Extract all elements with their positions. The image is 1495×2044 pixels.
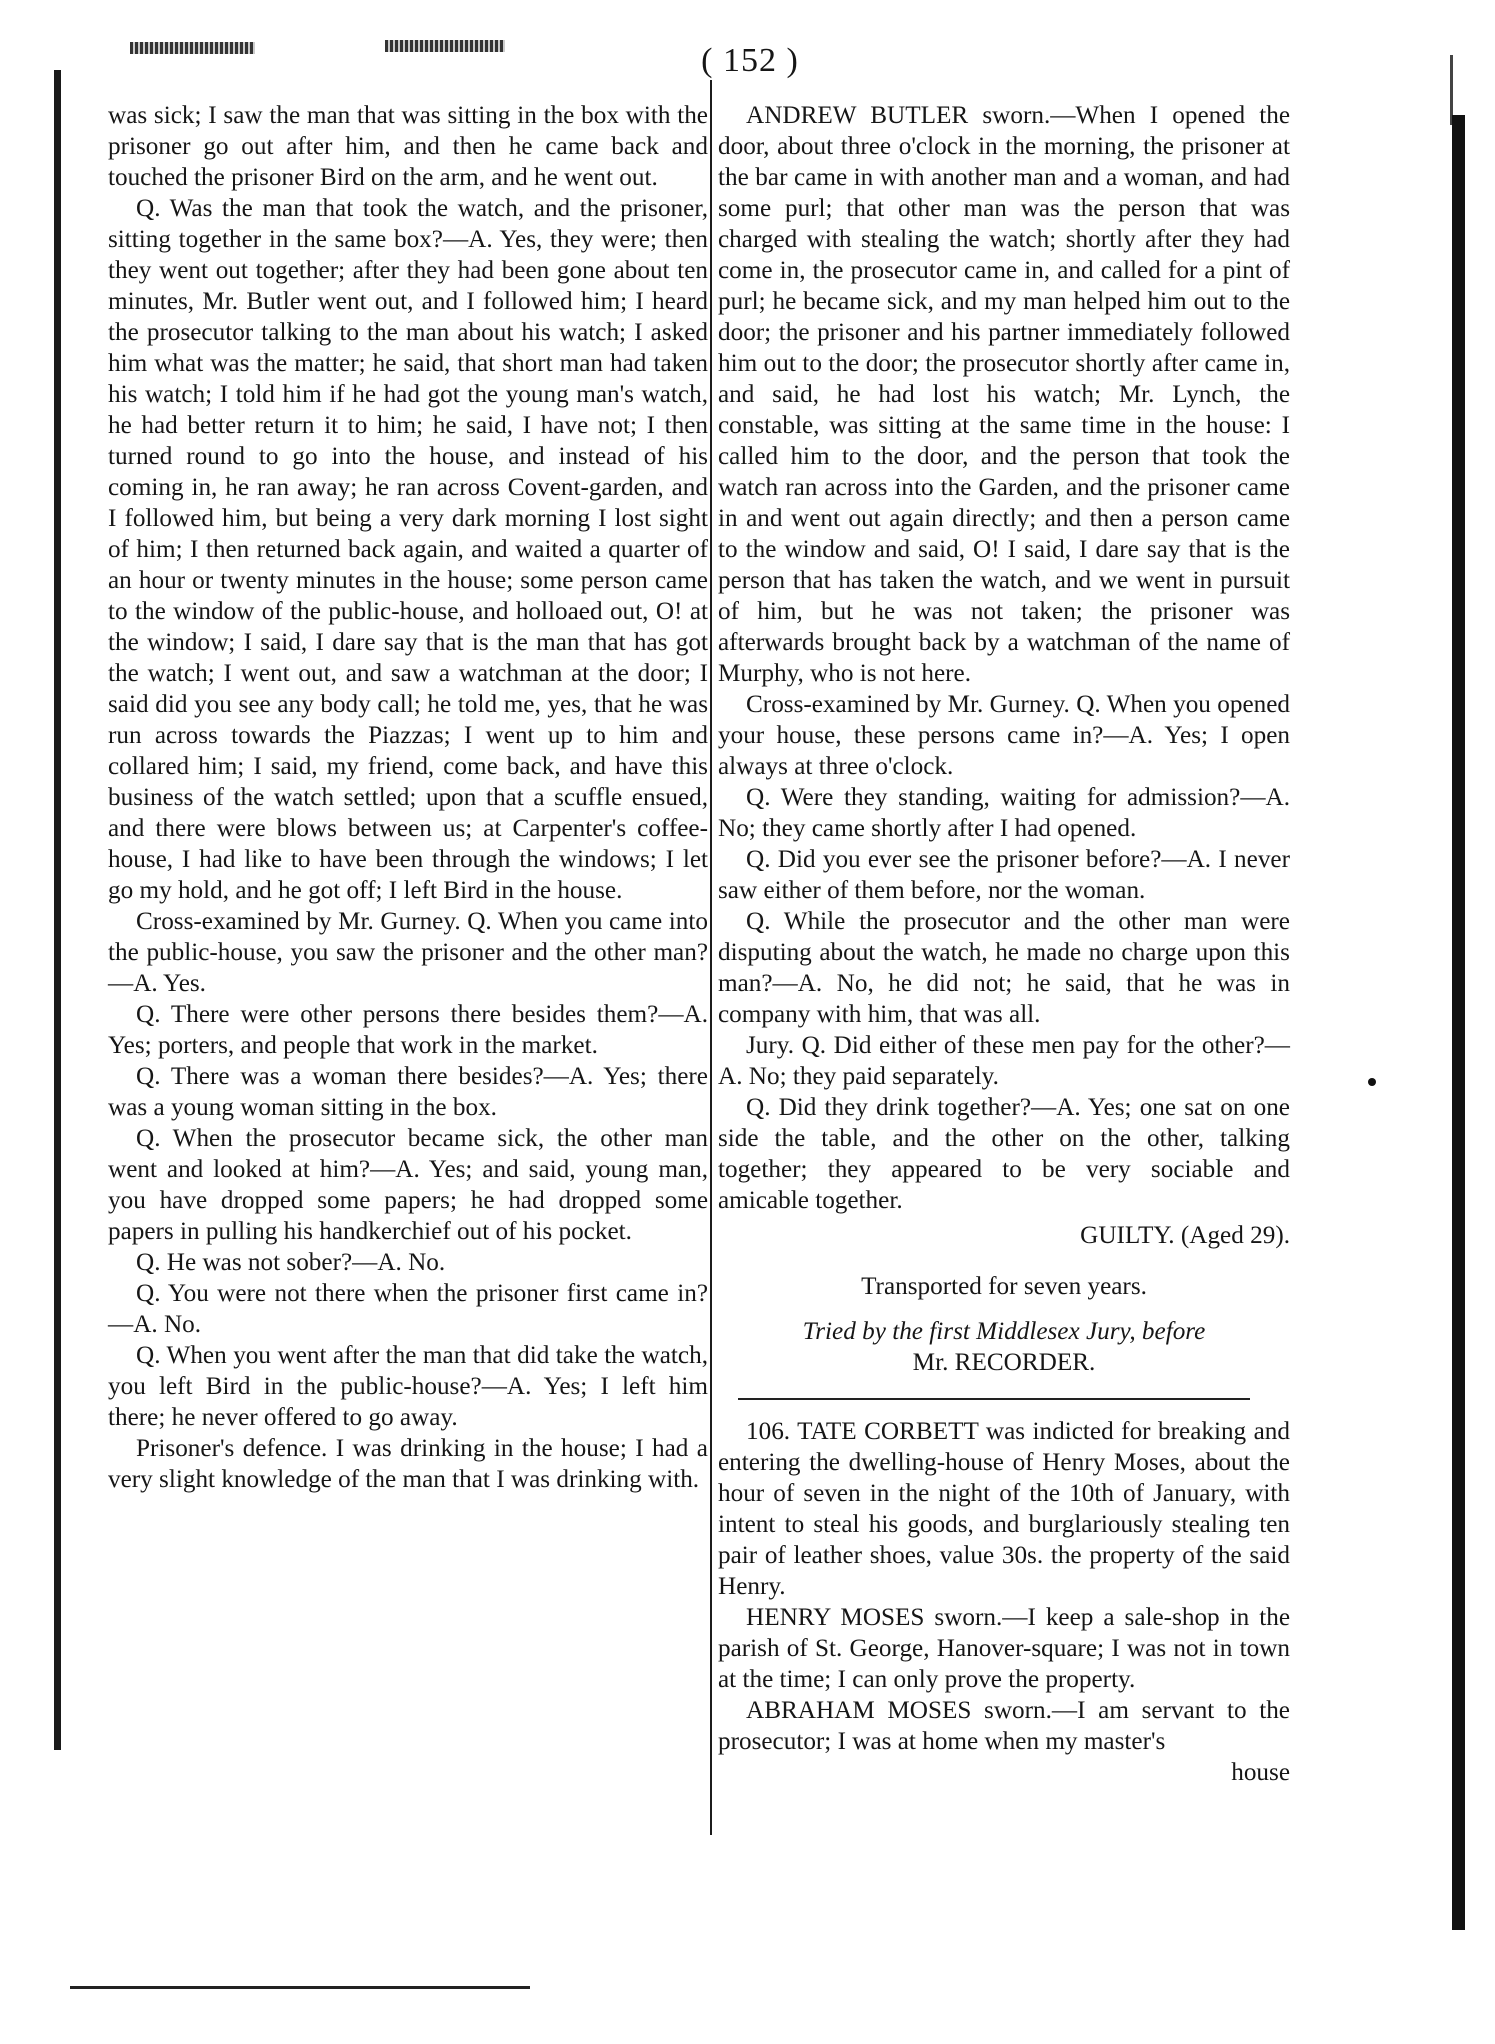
paragraph: HENRY MOSES sworn.—I keep a sale-shop in the parish of St. George, Hanover-square; I was not in town at the time; I can only prove the property. (718, 1604, 1290, 1693)
paragraph: ANDREW BUTLER sworn.—When I opened the door, about three o'clock in the morning, the prisoner at the bar came in with another man and a woman, and had some purl; that other man was the person that was charged with stealing the watch; shortly after they had come in, the prosecutor came in, and called for a pint of purl; he became sick, and my man helped him out to the door; the prisoner and his partner immediately followed him out to the door; the prosecutor shortly after came in, and said, he had lost his watch; Mr. Lynch, the constable, was sitting at the same time in the house: I called him to the door, and the person that took the watch ran across into the Garden, and the prisoner came in and went out again directly; and then a person came to the window and said, O! I said, I dare say that is the person that has taken the watch, and we went in pursuit of him, but he was not taken; the prisoner was afterwards brought back by a watchman of the name of Murphy, who is not here. (718, 102, 1290, 687)
right-column (718, 100, 1290, 1788)
sentence: Transported for seven years. (861, 1273, 1147, 1300)
tried-by-recorder: Mr. RECORDER. (912, 1349, 1096, 1376)
binding-edge-right (1452, 115, 1465, 1930)
paragraph: Jury. Q. Did either of these men pay for the other?—A. No; they paid separately. (718, 1032, 1290, 1090)
paragraph: Q. Did they drink together?—A. Yes; one sat on one side the table, and the other on the other, talking together; they appeared to be very sociable and amicable together. (718, 1094, 1290, 1214)
bottom-rule (70, 1986, 530, 1989)
paragraph: Q. There was a woman there besides?—A. Yes; there was a young woman sitting in the box. (108, 1063, 708, 1121)
paragraph: Q. Were they standing, waiting for admission?—A. No; they came shortly after I had opened. (718, 784, 1290, 842)
paragraph: ABRAHAM MOSES sworn.—I am servant to the prosecutor; I was at home when my master's (718, 1697, 1290, 1755)
ink-dot (1368, 1078, 1376, 1086)
paragraph: Q. He was not sober?—A. No. (136, 1249, 446, 1276)
paragraph: was sick; I saw the man that was sitting in the box with the prisoner go out after him, and then he came back and touched the prisoner Bird on the arm, and he went out. (108, 102, 708, 191)
paragraph: Q. When the prosecutor became sick, the other man went and looked at him?—A. Yes; and said, young man, you have dropped some papers; he had dropped some papers in pulling his handkerchief out of his pocket. (108, 1125, 708, 1245)
column-divider (710, 80, 712, 1835)
paragraph: Q. While the prosecutor and the other man were disputing about the watch, he made no charge upon this man?—A. No, he did not; he said, that he was in company with him, that was all. (718, 908, 1290, 1028)
paragraph: Q. You were not there when the prisoner first came in?—A. No. (108, 1280, 708, 1338)
catchword: house (1231, 1759, 1290, 1786)
paragraph: Q. When you went after the man that did take the watch, you left Bird in the public-house?—A. Yes; I left him there; he never offered to go away. (108, 1342, 708, 1431)
tried-by-line: Tried by the first Middlesex Jury, before (802, 1318, 1206, 1345)
binding-edge-left (54, 70, 61, 1750)
library-stamp-left (130, 42, 255, 54)
paragraph: Q. Was the man that took the watch, and the prisoner, sitting together in the same box?—A. Yes, they were; then they went out together; after they had been gone about ten minutes, Mr. Butler went out, and I followed him; I heard the prosecutor talking to the man about his watch; I asked him what was the matter; he said, that short man had taken his watch; I told him if he had got the young man's watch, he had better return it to him; he said, I have not; I then turned round to go into the house, and instead of his coming in, he ran away; he ran across Covent-garden, and I followed him, but being a very dark morning I lost sight of him; I then returned back again, and waited a quarter of an hour or twenty minutes in the house; some person came to the window of the public-house, and holloaed out, O! at the window; I said, I dare say that is the man that has got the watch; I went out, and saw a watchman at the door; I said did you see any body call; he told me, yes, that he was run across towards the Piazzas; I went up to him and collared him; I said, my friend, come back, and have this business of the watch settled; upon that a scuffle ensued, and there were blows between us; at Carpenter's coffee-house, I had like to have been through the windows; I let go my hold, and he got off; I left Bird in the house. (108, 195, 708, 904)
paragraph: Prisoner's defence. I was drinking in the house; I had a very slight knowledge of the man that I was drinking with. (108, 1435, 708, 1493)
paragraph: Q. Did you ever see the prisoner before?—A. I never saw either of them before, nor the woman. (718, 846, 1290, 904)
case-separator (738, 1398, 1250, 1400)
page-number: ( 152 ) (701, 42, 799, 79)
left-column (108, 100, 708, 1495)
paragraph: Cross-examined by Mr. Gurney. Q. When you came into the public-house, you saw the prisoner and the other man?—A. Yes. (108, 908, 708, 997)
paragraph: Q. There were other persons there besides them?—A. Yes; porters, and people that work in the market. (108, 1001, 708, 1059)
paragraph: Cross-examined by Mr. Gurney. Q. When you opened your house, these persons came in?—A. Yes; I open always at three o'clock. (718, 691, 1290, 780)
verdict: GUILTY. (Aged 29). (1080, 1222, 1290, 1249)
case-heading-paragraph: 106. TATE CORBETT was indicted for breaking and entering the dwelling-house of Henry Moses, about the hour of seven in the night of the 10th of January, with intent to steal his goods, and burglariously stealing ten pair of leather shoes, value 30s. the property of the said Henry. (718, 1418, 1290, 1600)
library-stamp-right (385, 40, 505, 52)
